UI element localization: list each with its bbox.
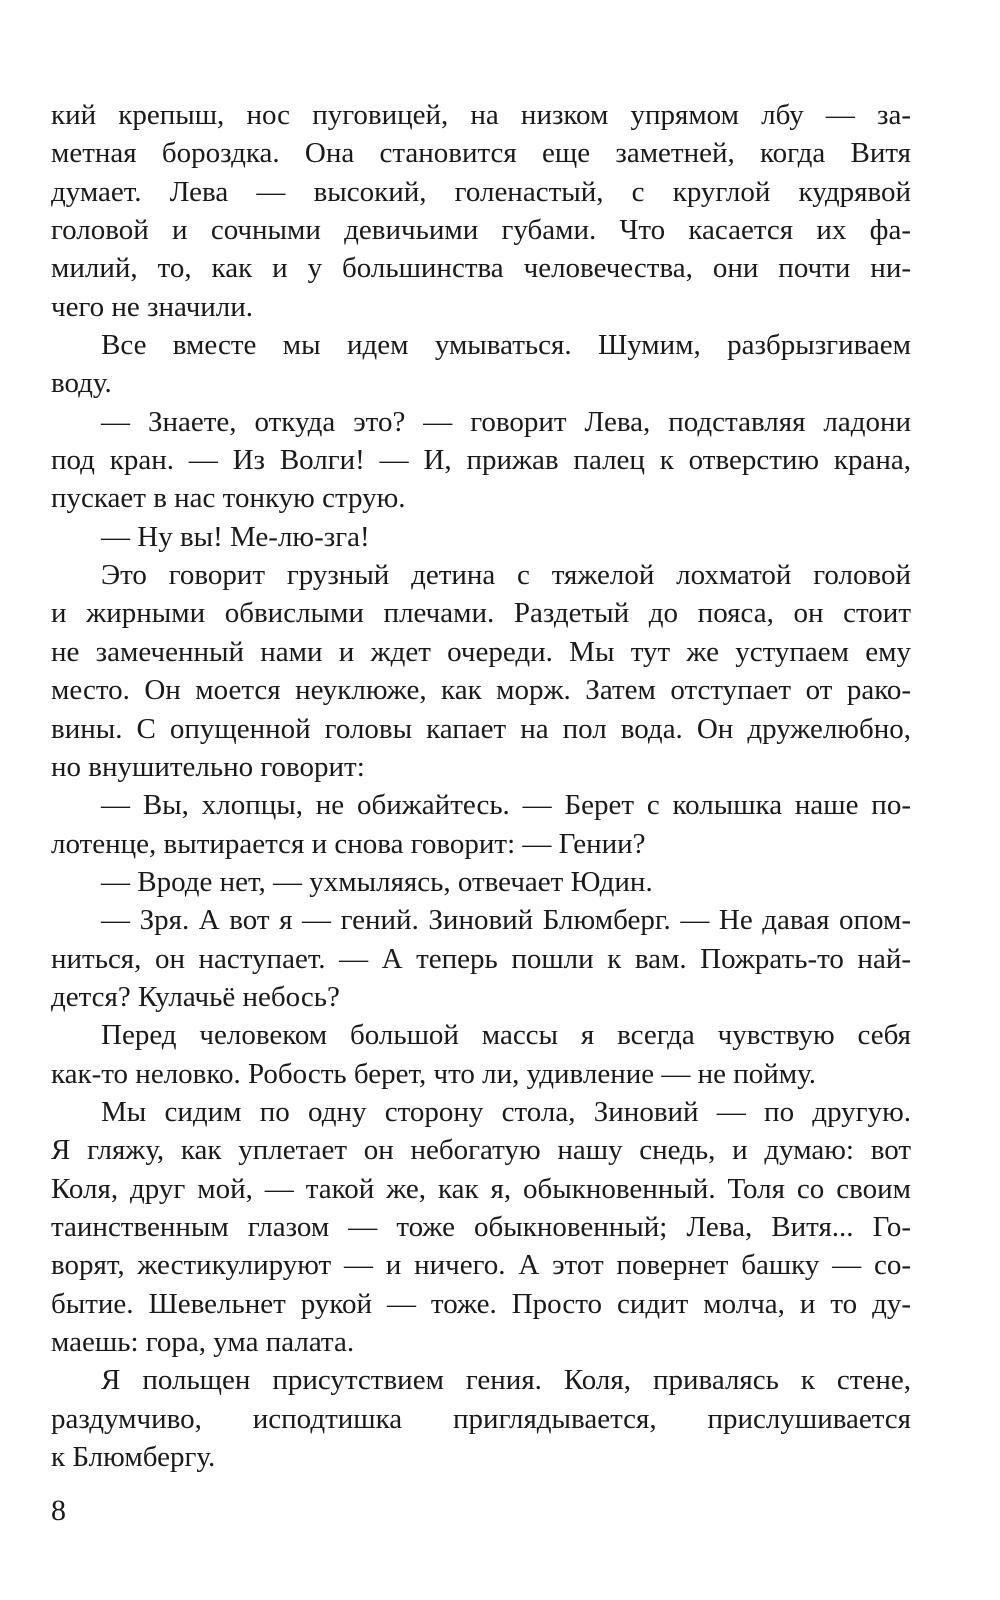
text-line: Все вместе мы идем умываться. Шумим, разбрызгиваем: [101, 329, 911, 362]
text-line: под кран. — Из Волги! — И, прижав палец к отверстию крана,: [51, 444, 911, 477]
text-line: Я гляжу, как уплетает он небогатую нашу снедь, и думаю: вот: [51, 1134, 911, 1167]
body-text: [51, 96, 911, 1476]
text-line: таинственным глазом — тоже обыкновенный; Лева, Витя... Го-: [51, 1210, 911, 1243]
text-line: но внушительно говорит:: [51, 750, 365, 783]
text-line: — Знаете, откуда это? — говорит Лева, подставляя ладони: [101, 405, 911, 438]
text-line: метная бороздка. Она становится еще заметней, когда Витя: [51, 137, 911, 170]
text-line: — Вроде нет, — ухмыляясь, отвечает Юдин.: [101, 865, 653, 898]
text-line: ворят, жестикулируют — и ничего. А этот повернет башку — со-: [51, 1249, 911, 1282]
text-line: Я польщен присутствием гения. Коля, привалясь к стене,: [101, 1364, 911, 1397]
text-line: — Ну вы! Ме-лю-зга!: [101, 520, 370, 553]
text-line: раздумчиво, исподтишка приглядывается, прислушивается: [51, 1402, 911, 1435]
text-line: Это говорит грузный детина с тяжелой лохматой головой: [101, 559, 911, 592]
text-line: место. Он моется неуклюже, как морж. Затем отступает от рако-: [51, 674, 911, 707]
text-line: как-то неловко. Робость берет, что ли, удивление — не пойму.: [51, 1057, 817, 1090]
page-number: 8: [51, 1494, 66, 1527]
text-line: кий крепыш, нос пуговицей, на низком упрямом лбу — за-: [51, 99, 911, 131]
text-line: милий, то, как и у большинства человечества, они почти ни-: [51, 252, 911, 285]
text-line: пускает в нас тонкую струю.: [51, 482, 406, 515]
text-line: чего не значили.: [51, 290, 254, 323]
text-line: вины. С опущенной головы капает на пол вода. Он дружелюбно,: [51, 712, 911, 745]
text-line: — Зря. А вот я — гений. Зиновий Блюмберг. — Не давая опом-: [101, 904, 911, 937]
text-line: и жирными обвислыми плечами. Раздетый до пояса, он стоит: [51, 597, 911, 630]
text-line: — Вы, хлопцы, не обижайтесь. — Берет с колышка наше по-: [101, 789, 911, 822]
text-line: маешь: гора, ума палата.: [51, 1326, 355, 1358]
text-line: дется? Кулачьё небось?: [51, 980, 340, 1013]
text-line: думает. Лева — высокий, голенастый, с круглой кудрявой: [51, 175, 911, 208]
text-line: лотенце, вытирается и снова говорит: — Гении?: [51, 827, 646, 860]
text-line: к Блюмбергу.: [51, 1441, 216, 1474]
text-line: Мы сидим по одну сторону стола, Зиновий — по другую.: [101, 1095, 911, 1128]
text-line: бытие. Шевельнет рукой — тоже. Просто сидит молча, и то ду-: [51, 1287, 911, 1320]
text-line: Коля, друг мой, — такой же, как я, обыкновенный. Толя со своим: [51, 1172, 911, 1205]
text-line: ниться, он наступает. — А теперь пошли к вам. Пожрать-то най-: [51, 942, 911, 975]
text-line: воду.: [51, 367, 112, 400]
text-line: головой и сочными девичьими губами. Что касается их фа-: [51, 214, 911, 247]
text-line: не замеченный нами и ждет очереди. Мы тут же уступаем ему: [51, 635, 911, 668]
text-line: Перед человеком большой массы я всегда чувствую себя: [101, 1019, 911, 1052]
